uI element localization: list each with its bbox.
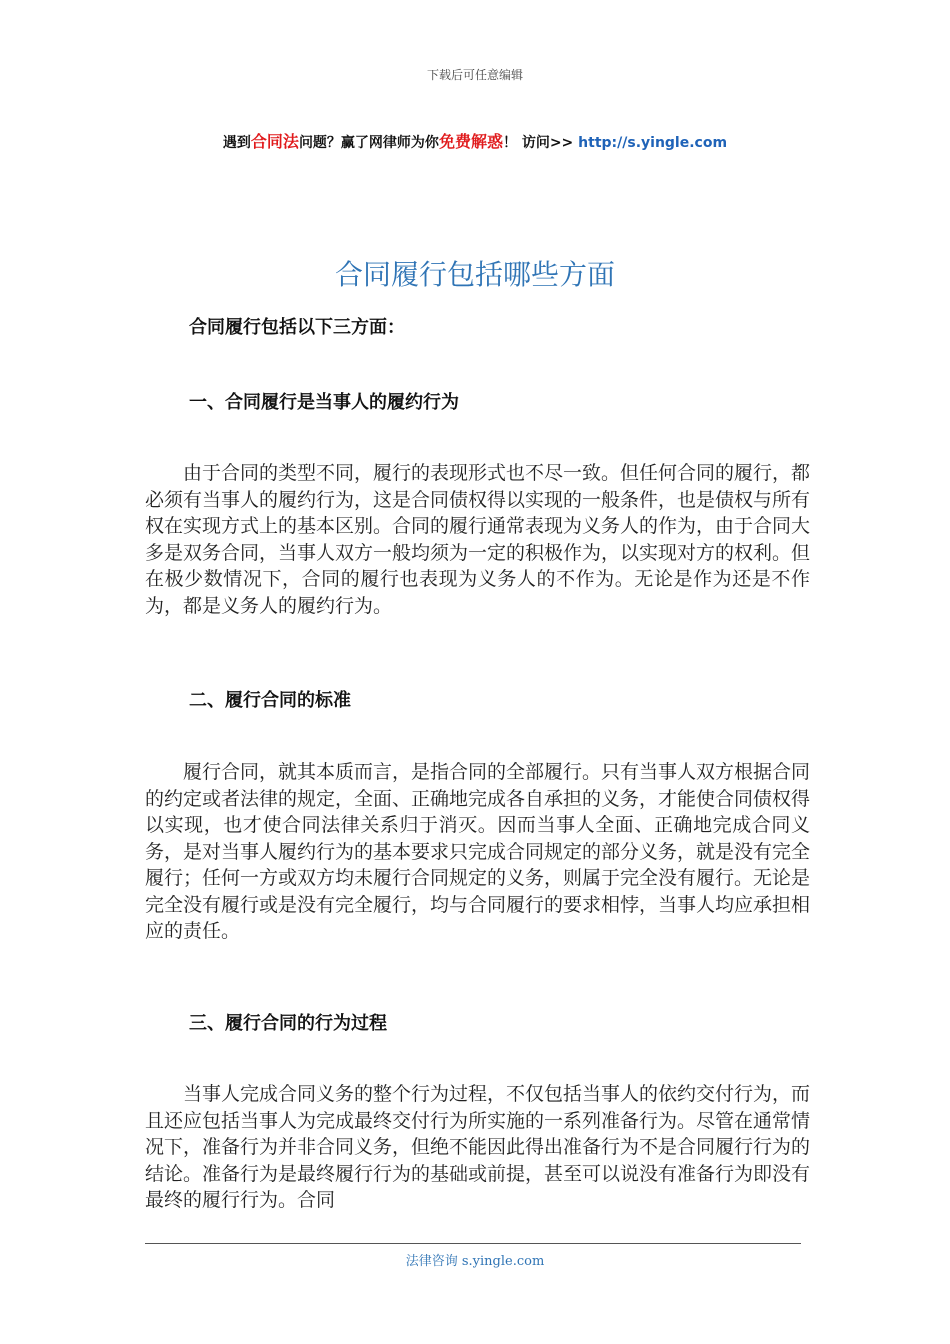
promo-highlight: 免费解惑 <box>438 132 503 151</box>
promo-text: 问题？赢了网律师为你 <box>298 135 439 151</box>
section-paragraph: 由于合同的类型不同，履行的表现形式也不尽一致。但任何合同的履行，都必须有当事人的履约行为，这是合同债权得以实现的一般条件，也是债权与所有权在实现方式上的基本区别。合同的履行通常表现为义务人的作为，由于合同大多是双务合同，当事人双方一般均须为一定的积极作为，以实现对方的权利。但在极少数情况下，合同的履行也表现为义务人的不作为。无论是作为还是不作为，都是义务人的履约行为。 <box>145 462 811 617</box>
promo-highlight: 合同法 <box>250 132 299 151</box>
intro-heading: 合同履行包括以下三方面： <box>189 317 405 338</box>
header-note: 下载后可任意编辑 <box>426 68 523 82</box>
section-heading: 二、履行合同的标准 <box>189 690 351 711</box>
promo-text: 遇到 <box>222 135 251 151</box>
section-paragraph: 当事人完成合同义务的整个行为过程，不仅包括当事人的依约交付行为，而且还应包括当事人为完成最终交付行为所实施的一系列准备行为。尽管在通常情况下，准备行为并非合同义务，但绝不能因此得出准备行为不是合同履行行为的结论。准备行为是最终履行行为的基础或前提，甚至可以说没有准备行为即没有最终的履行行为。合同 <box>145 1083 811 1211</box>
document-title: 合同履行包括哪些方面 <box>334 258 615 291</box>
footer-divider <box>145 1243 801 1244</box>
promo-banner <box>0 129 950 152</box>
section-heading: 一、合同履行是当事人的履约行为 <box>189 392 459 413</box>
section-heading: 三、履行合同的行为过程 <box>189 1013 387 1034</box>
footer-text: 法律咨询 s.yingle.com <box>405 1254 545 1269</box>
promo-text: ！ 访问>> <box>502 135 579 151</box>
promo-link[interactable]: http://s.yingle.com <box>578 135 728 151</box>
section-paragraph: 履行合同，就其本质而言，是指合同的全部履行。只有当事人双方根据合同的约定或者法律的规定，全面、正确地完成各自承担的义务，才能使合同债权得以实现，也才使合同法律关系归于消灭。因而当事人全面、正确地完成合同义务，是对当事人履约行为的基本要求只完成合同规定的部分义务，就是没有完全履行；任何一方或双方均未履行合同规定的义务，则属于完全没有履行。无论是完全没有履行或是没有完全履行，均与合同履行的要求相悖，当事人均应承担相应的责任。 <box>145 761 811 942</box>
